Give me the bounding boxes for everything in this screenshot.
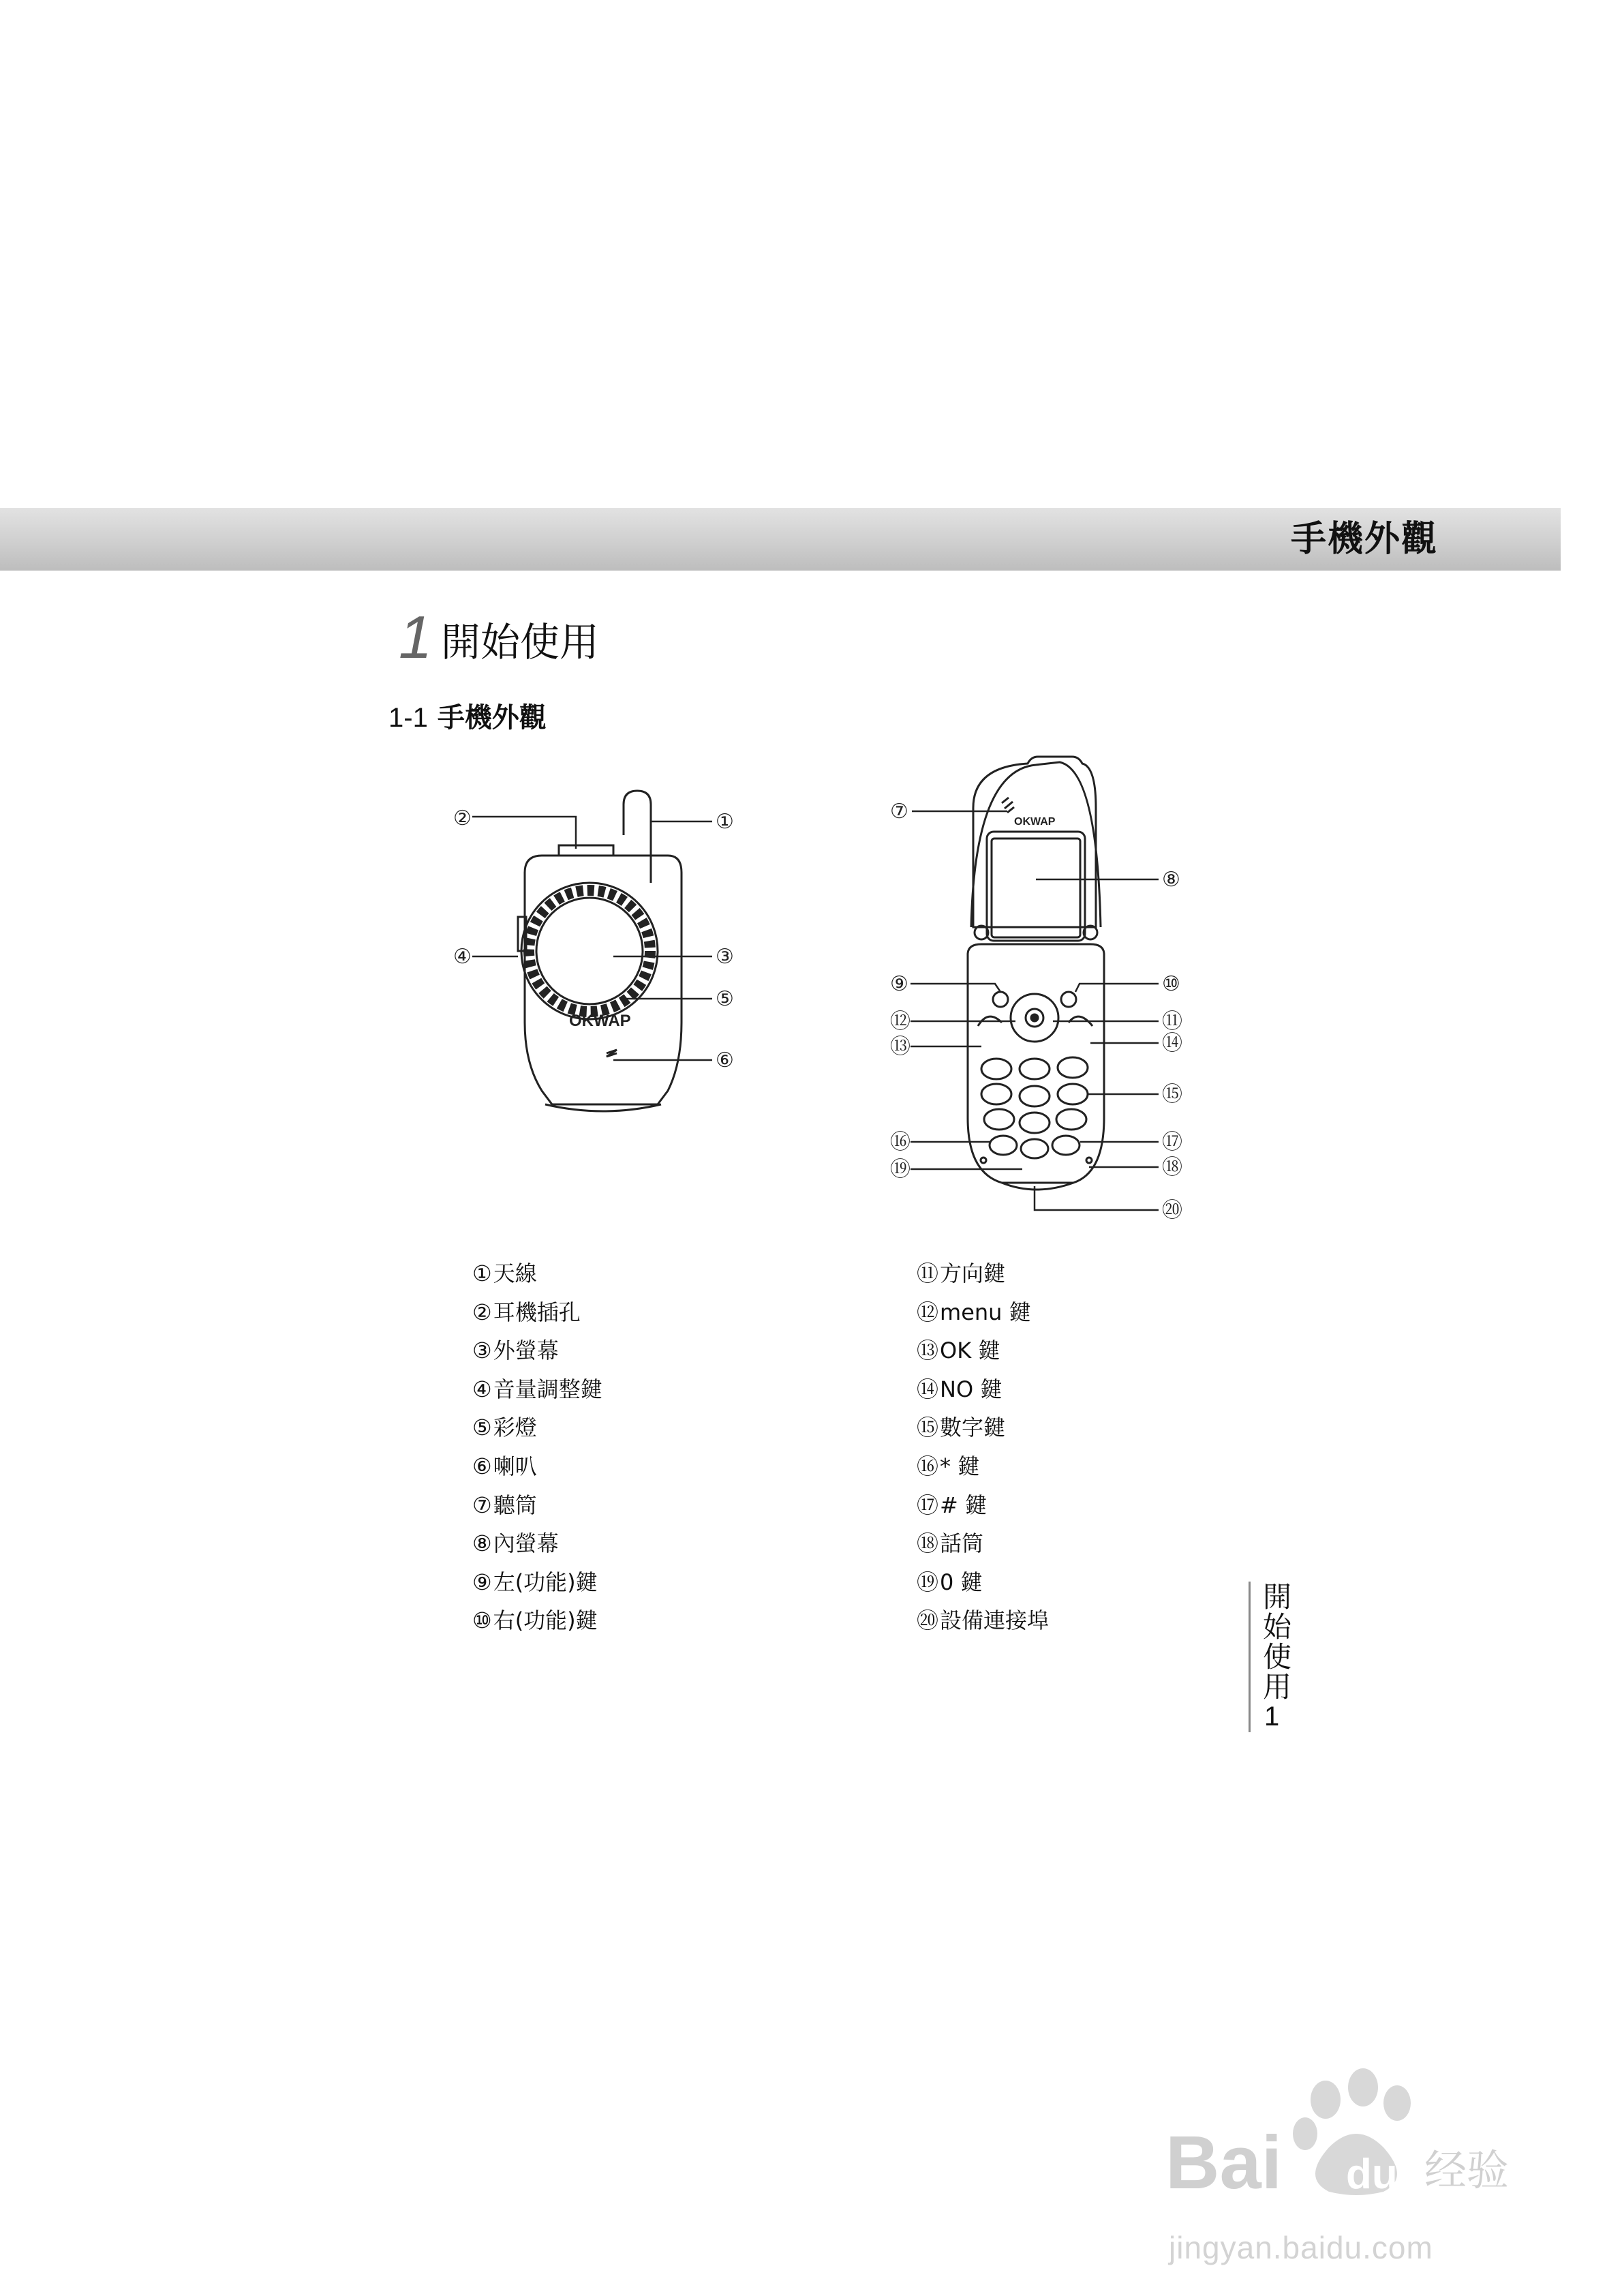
- legend-item: [917, 1370, 1049, 1409]
- chapter-number: 1: [399, 603, 432, 671]
- closed-phone-illustration: [518, 791, 682, 1111]
- callout-19: ⑲: [890, 1158, 911, 1181]
- callout-10: ⑩: [1162, 972, 1180, 996]
- legend-label: 內螢幕: [493, 1530, 559, 1557]
- chapter-side-tab: [1249, 1582, 1291, 1732]
- callout-14: ⑭: [1162, 1031, 1182, 1055]
- legend-item: [472, 1486, 602, 1525]
- legend-label: 0 鍵: [940, 1569, 983, 1595]
- callout-3: ③: [716, 945, 734, 969]
- legend-item: [917, 1331, 1049, 1370]
- legend-label: OK 鍵: [940, 1338, 1000, 1364]
- legend-mark: ⑳: [917, 1607, 939, 1634]
- legend-mark: ⑨: [472, 1569, 492, 1595]
- legend-item: [917, 1254, 1049, 1293]
- legend-mark: ④: [472, 1376, 492, 1402]
- legend-mark: ⑰: [917, 1492, 939, 1518]
- legend-item: [917, 1563, 1049, 1602]
- legend-label: 耳機插孔: [493, 1299, 581, 1325]
- legend-item: [472, 1447, 602, 1486]
- legend-item: [472, 1524, 602, 1563]
- legend-mark: ⑱: [917, 1530, 939, 1557]
- legend-mark: ⑭: [917, 1376, 939, 1402]
- callout-11: ⑪: [1162, 1010, 1182, 1033]
- legend-mark: ①: [472, 1260, 492, 1286]
- baidu-paw-logo: [1152, 2059, 1533, 2216]
- legend-mark: ⑥: [472, 1453, 492, 1479]
- legend-label: 設備連接埠: [940, 1607, 1050, 1634]
- callout-12: ⑫: [890, 1010, 911, 1033]
- legend-label: # 鍵: [940, 1492, 988, 1518]
- led-ring: [529, 890, 650, 1012]
- legend-label: 外螢幕: [493, 1338, 559, 1364]
- keypad: [981, 1057, 1088, 1158]
- svg-text:Bai: Bai: [1165, 2121, 1283, 2205]
- legend-mark: ⑪: [917, 1260, 939, 1286]
- callout-6: ⑥: [716, 1048, 734, 1072]
- legend-mark: ⑤: [472, 1415, 492, 1441]
- legend-label: 聽筒: [493, 1492, 537, 1518]
- header-title: 手機外觀: [1290, 519, 1438, 560]
- legend-label: 喇叭: [493, 1453, 537, 1479]
- callout-15: ⑮: [1162, 1083, 1182, 1106]
- legend-item: [917, 1408, 1049, 1447]
- legend-label: 方向鍵: [940, 1260, 1006, 1286]
- legend-label: NO 鍵: [940, 1376, 1003, 1402]
- legend-label: 天線: [493, 1260, 537, 1286]
- callout-20: ⑳: [1162, 1198, 1182, 1222]
- callout-16: ⑯: [890, 1130, 911, 1154]
- legend-item: [472, 1370, 602, 1409]
- legend-label: 右(功能)鍵: [493, 1607, 598, 1634]
- callout-18: ⑱: [1162, 1155, 1182, 1179]
- legend-mark: ⑫: [917, 1299, 939, 1325]
- legend-mark: ⑯: [917, 1453, 939, 1479]
- legend-item: [472, 1254, 602, 1293]
- legend-label: 彩燈: [493, 1415, 537, 1441]
- callout-9: ⑨: [890, 972, 908, 996]
- svg-text:经验: 经验: [1424, 2145, 1510, 2195]
- chapter-title: 開始使用: [441, 619, 600, 665]
- legend-mark: ⑧: [472, 1530, 492, 1557]
- legend-right: [917, 1254, 1049, 1640]
- legend-label: 音量調整鍵: [493, 1376, 602, 1402]
- page-number: 1: [1264, 1702, 1280, 1732]
- callout-13: ⑬: [890, 1035, 911, 1059]
- legend-item: [472, 1563, 602, 1602]
- legend-item: [917, 1524, 1049, 1563]
- svg-text:du: du: [1346, 2151, 1398, 2198]
- callout-4: ④: [453, 945, 472, 969]
- baidu-watermark: [1152, 2059, 1540, 2265]
- callout-8: ⑧: [1162, 868, 1180, 892]
- legend-label: 話筒: [940, 1530, 984, 1557]
- legend-item: [917, 1447, 1049, 1486]
- callout-17: ⑰: [1162, 1130, 1182, 1154]
- callout-2: ②: [453, 806, 472, 830]
- legend-item: [472, 1293, 602, 1332]
- brand-logo-open: OKWAP: [1014, 816, 1056, 828]
- legend-mark: ⑦: [472, 1492, 492, 1518]
- side-tab-text: 開始使用: [1259, 1582, 1292, 1702]
- legend-left: [472, 1254, 602, 1640]
- legend-mark: ③: [472, 1338, 492, 1364]
- legend-item: [472, 1331, 602, 1370]
- legend-mark: ②: [472, 1299, 492, 1325]
- legend-item: [917, 1601, 1049, 1640]
- section-title: 手機外觀: [437, 702, 547, 734]
- legend-item: [917, 1293, 1049, 1332]
- legend-label: * 鍵: [940, 1453, 980, 1479]
- legend-item: [472, 1601, 602, 1640]
- legend-label: menu 鍵: [940, 1299, 1031, 1325]
- callout-7: ⑦: [890, 800, 908, 824]
- brand-logo-closed: OKWAP: [569, 1012, 631, 1030]
- callout-5: ⑤: [716, 987, 734, 1011]
- legend-mark: ⑬: [917, 1338, 939, 1364]
- callout-1: ①: [716, 810, 734, 834]
- legend-item: [472, 1408, 602, 1447]
- legend-mark: ⑲: [917, 1569, 939, 1595]
- section-number: 1-1: [388, 703, 428, 733]
- legend-mark: ⑩: [472, 1607, 492, 1634]
- watermark-url: jingyan.baidu.com: [1169, 2230, 1433, 2265]
- legend-mark: ⑮: [917, 1415, 939, 1441]
- legend-item: [917, 1486, 1049, 1525]
- legend-label: 左(功能)鍵: [493, 1569, 598, 1595]
- legend-label: 數字鍵: [940, 1415, 1006, 1441]
